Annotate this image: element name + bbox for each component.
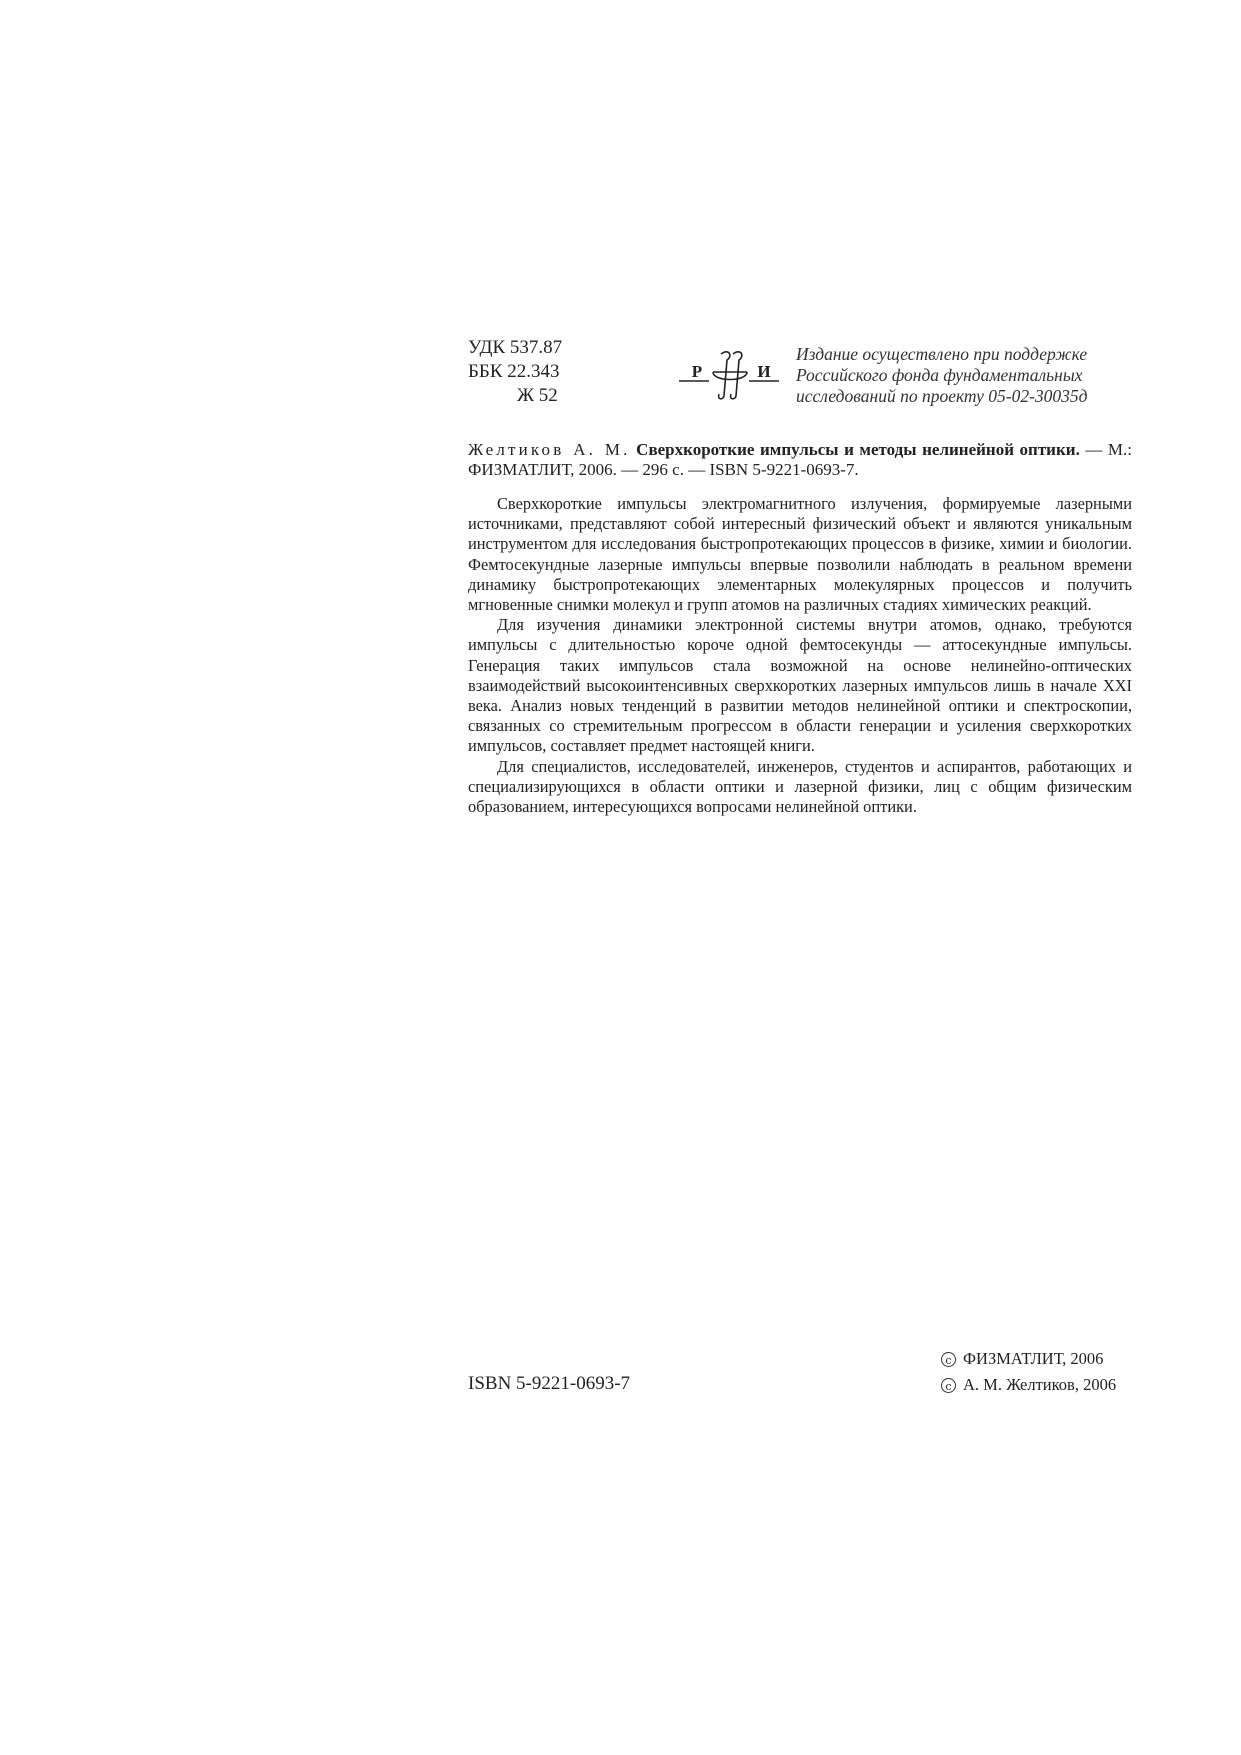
rffi-logo-letter-f xyxy=(713,352,747,399)
rffi-logo-letter-r: Р xyxy=(691,362,703,381)
funding-note-line: Издание осуществлено при поддержке xyxy=(796,344,1088,364)
annotation-paragraph: Для изучения динамики электронной системы внутри атомов, однако, требуются импульсы с длительностью короче одной фемтосекунды — аттосекундные импульсы. Генерация таких импульсов стала возможной на основе нелинейно-оптических взаимодействий высокоинтенсивных сверхкоротких лазерных импульсов лишь в начале XXI века. Анализ новых тенденций в развитии методов нелинейной оптики и спектроскопии, связанных со стремительным прогрессом в области генерации и усиления сверхкоротких импульсов, составляет предмет настоящей книги. xyxy=(468,615,1132,756)
bibliographic-entry xyxy=(468,440,1132,480)
copyright-holder: А. М. Желтиков, 2006 xyxy=(963,1375,1117,1394)
annotation-paragraph: Сверхкороткие импульсы электромагнитного излучения, формируемые лазерными источниками, представляют собой интересный физический объект и являются уникальным инструментом для исследования быстропротекающих процессов в физике, химии и биологии. Фемтосекундные лазерные импульсы впервые позволили наблюдать в реальном времени динамику быстропротекающих элементарных молекулярных процессов и получить мгновенные снимки молекул и групп атомов на различных стадиях химических реакций. xyxy=(468,494,1132,615)
copyright-line xyxy=(941,1372,1116,1398)
funding-note-line: Российского фонда фундаментальных xyxy=(796,365,1083,385)
classification-codes xyxy=(468,336,562,408)
isbn: ISBN 5-9221-0693-7 xyxy=(468,1373,631,1394)
bbk-code: ББК 22.343 xyxy=(468,361,560,382)
annotation xyxy=(468,494,1132,817)
copyright-symbol-icon: c xyxy=(941,1352,956,1367)
copyright-line xyxy=(941,1346,1116,1372)
udk-code: УДК 537.87 xyxy=(468,337,563,358)
rffi-logo xyxy=(677,350,781,400)
author-mark: Ж 52 xyxy=(517,385,558,406)
bib-imprint: — М.: ФИЗМАТЛИТ, 2006. — 296 с. — ISBN 5-9221-0693-7. xyxy=(468,440,1133,479)
rffi-logo-letter-i: И xyxy=(757,362,771,381)
funding-note-line: исследований по проекту 05-02-30035д xyxy=(796,386,1088,406)
copyright-block xyxy=(941,1346,1116,1398)
funding-note xyxy=(796,344,1132,407)
copyright-symbol-icon: c xyxy=(941,1378,956,1393)
copyright-holder: ФИЗМАТЛИТ, 2006 xyxy=(963,1349,1104,1368)
bib-author: Желтиков А. М. xyxy=(468,440,631,459)
bib-title: Сверхкороткие импульсы и методы нелинейной оптики. xyxy=(636,440,1080,459)
annotation-paragraph: Для специалистов, исследователей, инженеров, студентов и аспирантов, работающих и специализирующихся в области оптики и лазерной физики, лиц с общим физическим образованием, интересующихся вопросами нелинейной оптики. xyxy=(468,756,1132,817)
